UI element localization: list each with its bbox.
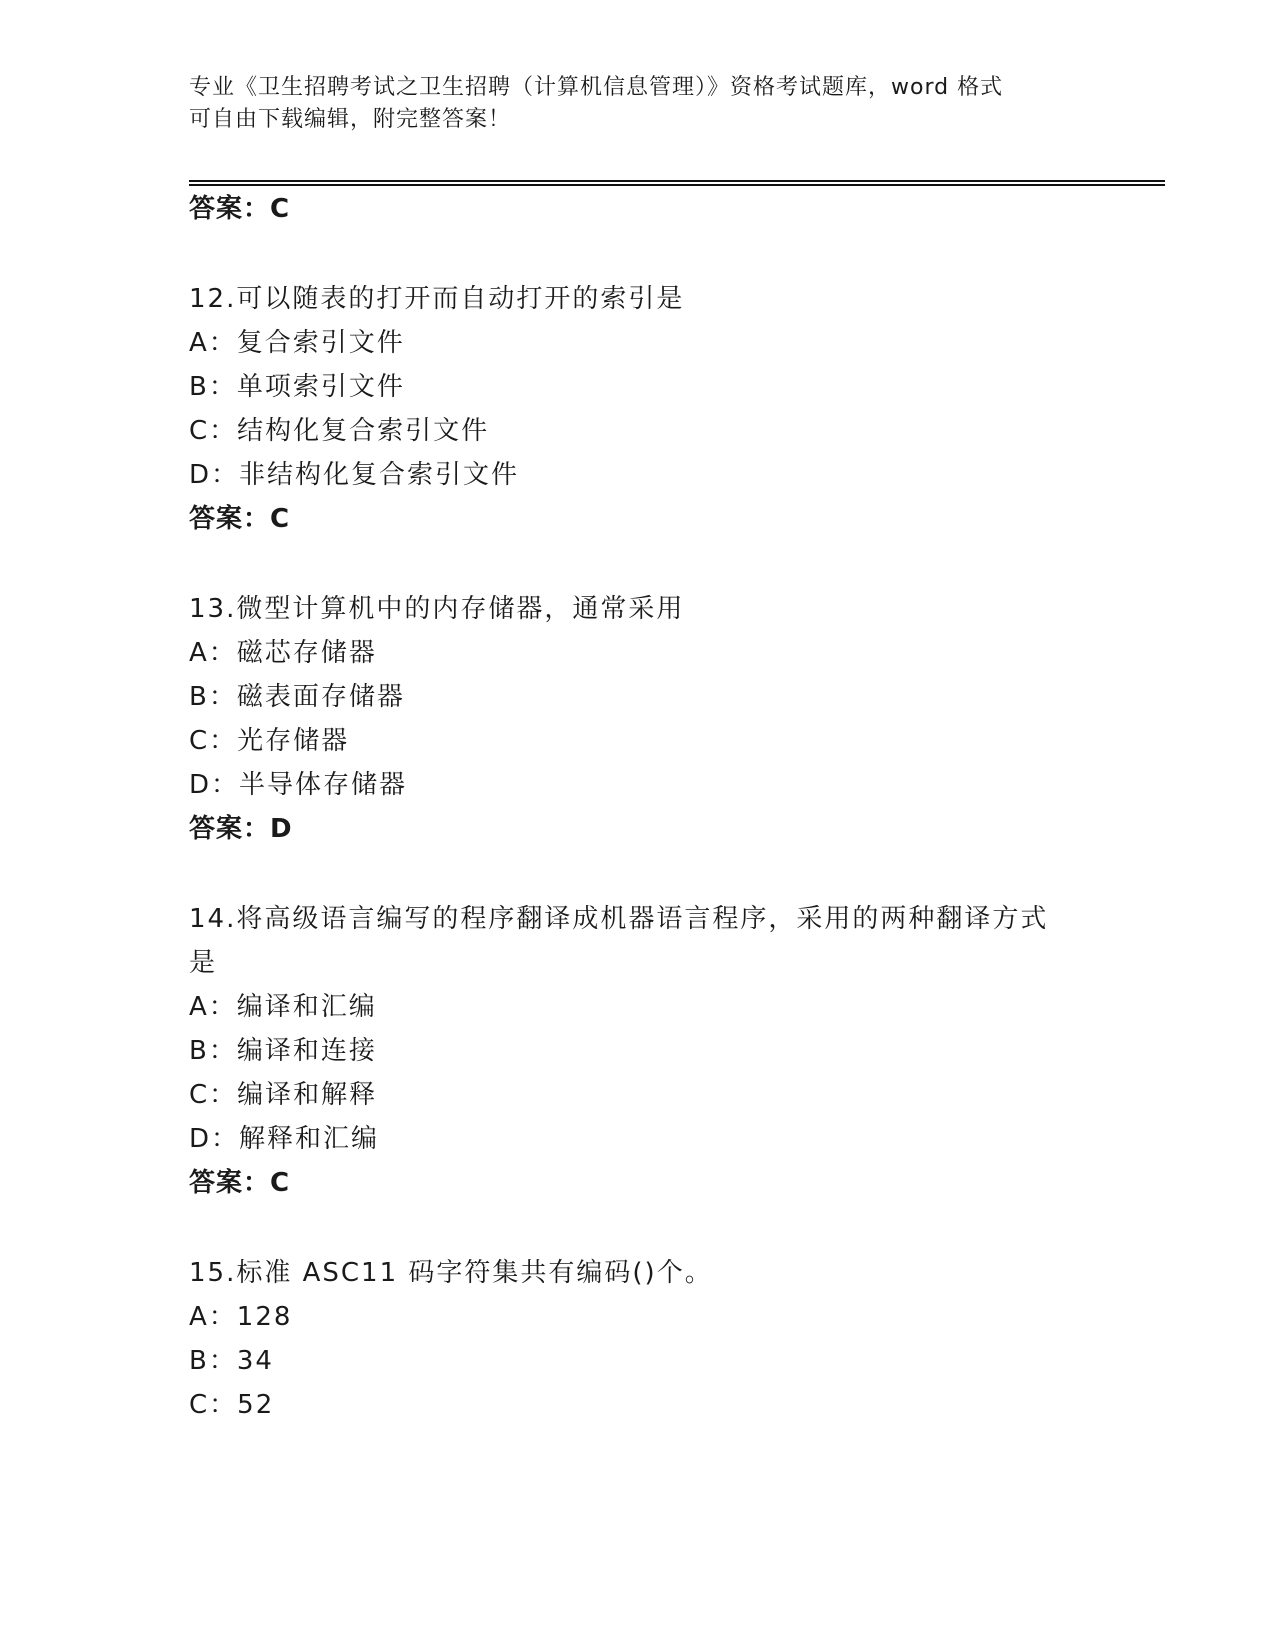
header-line-1: 专业《卫生招聘考试之卫生招聘（计算机信息管理）》资格考试题库，word 格式 [189,75,1004,100]
question-stem: 12.可以随表的打开而自动打开的索引是 [189,284,685,314]
option-c: C：52 [189,1390,275,1420]
option-b: B：单项索引文件 [189,372,405,402]
option-b: B：34 [189,1346,274,1376]
option-b: B：磁表面存储器 [189,682,405,712]
question-stem-line-1: 14.将高级语言编写的程序翻译成机器语言程序，采用的两种翻译方式 [189,904,1049,934]
option-c: C：结构化复合索引文件 [189,416,490,446]
option-a: A：磁芯存储器 [189,638,377,668]
option-a: A：编译和汇编 [189,992,377,1022]
option-b: B：编译和连接 [189,1036,377,1066]
option-c: C：编译和解释 [189,1080,378,1110]
option-c: C：光存储器 [189,726,350,756]
option-d: D：解释和汇编 [189,1124,380,1154]
option-d: D：半导体存储器 [189,770,408,800]
option-a: A：复合索引文件 [189,328,405,358]
question-stem: 15.标准 ASC11 码字符集共有编码()个。 [189,1258,713,1288]
question-stem: 13.微型计算机中的内存储器，通常采用 [189,594,685,624]
answer: 答案：D [189,814,293,844]
header-divider-top [189,180,1165,182]
answer: 答案：C [189,504,291,534]
question-stem-line-2: 是 [189,948,218,978]
answer: 答案：C [189,1168,291,1198]
document-header [189,72,1069,136]
option-a: A：128 [189,1302,293,1332]
header-line-2: 可自由下载编辑，附完整答案！ [189,107,512,132]
option-d: D：非结构化复合索引文件 [189,460,520,490]
previous-answer: 答案：C [189,194,291,224]
header-divider-bottom [189,184,1165,186]
